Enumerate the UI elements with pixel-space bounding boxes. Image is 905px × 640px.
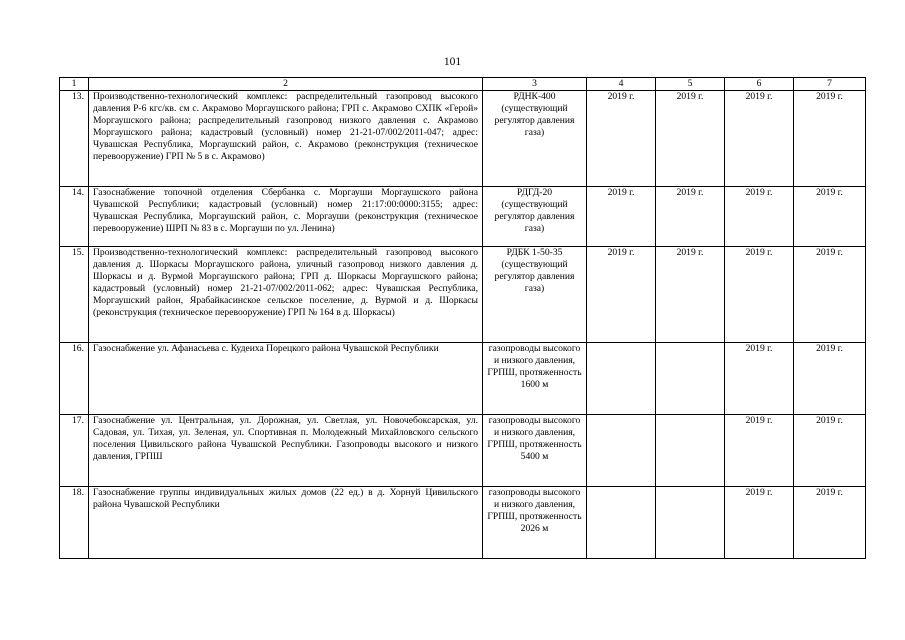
column-header: 5: [656, 78, 725, 91]
object-description: Газоснабжение ул. Афанасьева с. Кудеиха Порецкого района Чувашской Республики: [89, 343, 483, 415]
year-cell: [656, 343, 725, 415]
equipment-cell: газопроводы высокого и низкого давления, ГРПШ, протяженность 2026 м: [483, 487, 587, 559]
row-number: 17.: [60, 415, 89, 487]
year-cell: 2019 г.: [656, 247, 725, 343]
object-description: Производственно-технологический комплекс: распределительный газопровод высокого давления Р-6 кгс/кв. см с. Акрамово Моргаушского района; ГРП с. Акрамово СХПК «Герой» Моргаушского района; распределительный газопровод низкого давления с. Акрамово Моргаушского района; кадастровый (условный) номер 21-21-07/002/2011-047; адрес: Чувашская Республика, Моргаушский район, с. Акрамово (реконструкция (техническое перевооружение) ГРП № 5 в с. Акрамово): [89, 91, 483, 187]
row-number: 13.: [60, 91, 89, 187]
table-row: [60, 415, 866, 487]
table-row: [60, 247, 866, 343]
column-header: 4: [587, 78, 656, 91]
year-cell: 2019 г.: [794, 487, 866, 559]
year-cell: 2019 г.: [656, 91, 725, 187]
year-cell: 2019 г.: [725, 343, 794, 415]
object-description: Газоснабжение ул. Центральная, ул. Дорожная, ул. Светлая, ул. Новочебоксарская, ул. Садовая, ул. Тихая, ул. Зеленая, ул. Спортивная п. Молодежный Михайловского сельского поселения Цивильского района Чувашской Республики. Газопроводы высокого и низкого давления, ГРПШ: [89, 415, 483, 487]
year-cell: 2019 г.: [794, 91, 866, 187]
row-number: 14.: [60, 187, 89, 247]
year-cell: [587, 487, 656, 559]
column-header: 1: [60, 78, 89, 91]
year-cell: [656, 487, 725, 559]
object-description: Газоснабжение группы индивидуальных жилых домов (22 ед.) в д. Хорнуй Цивильского района Чувашской Республики: [89, 487, 483, 559]
column-header: 7: [794, 78, 866, 91]
column-header: 6: [725, 78, 794, 91]
year-cell: [587, 415, 656, 487]
year-cell: 2019 г.: [725, 187, 794, 247]
row-number: 15.: [60, 247, 89, 343]
year-cell: 2019 г.: [794, 187, 866, 247]
year-cell: [587, 343, 656, 415]
year-cell: 2019 г.: [794, 343, 866, 415]
year-cell: 2019 г.: [587, 187, 656, 247]
year-cell: 2019 г.: [725, 247, 794, 343]
equipment-cell: РДГД-20 (существующий регулятор давления газа): [483, 187, 587, 247]
investment-table: [59, 77, 866, 559]
object-description: Производственно-технологический комплекс: распределительный газопровод высокого давления д. Шоркасы Моргаушского района, уличный газопровод низкого давления д. Шоркасы и д. Вурмой Моргаушского района; ГРП д. Шоркасы Моргаушского района; кадастровый (условный) номер 21-21-07/002/2011-062; адрес: Чувашская Республика, Моргаушский район, Ярабайкасинское сельское поселение, д. Вурмой и д. Шоркасы (реконструкция (техническое перевооружение) ГРП № 164 в д. Шоркасы): [89, 247, 483, 343]
table-row: [60, 187, 866, 247]
table-row: [60, 91, 866, 187]
year-cell: 2019 г.: [725, 487, 794, 559]
year-cell: [656, 415, 725, 487]
year-cell: 2019 г.: [587, 247, 656, 343]
equipment-cell: газопроводы высокого и низкого давления, ГРПШ, протяженность 1600 м: [483, 343, 587, 415]
table-row: [60, 487, 866, 559]
year-cell: 2019 г.: [656, 187, 725, 247]
table-row: [60, 343, 866, 415]
year-cell: 2019 г.: [794, 415, 866, 487]
year-cell: 2019 г.: [725, 91, 794, 187]
table-header-row: [60, 78, 866, 91]
equipment-cell: газопроводы высокого и низкого давления, ГРПШ, протяженность 5400 м: [483, 415, 587, 487]
row-number: 18.: [60, 487, 89, 559]
page-number: 101: [443, 56, 462, 68]
equipment-cell: РДНК-400 (существующий регулятор давления газа): [483, 91, 587, 187]
equipment-cell: РДБК 1-50-35 (существующий регулятор давления газа): [483, 247, 587, 343]
year-cell: 2019 г.: [725, 415, 794, 487]
year-cell: 2019 г.: [587, 91, 656, 187]
year-cell: 2019 г.: [794, 247, 866, 343]
column-header: 3: [483, 78, 587, 91]
column-header: 2: [89, 78, 483, 91]
row-number: 16.: [60, 343, 89, 415]
object-description: Газоснабжение топочной отделения Сбербанка с. Моргауши Моргаушского района Чувашской Республики; кадастровый (условный) номер 21:17:00:0000:3155; адрес: Чувашская Республика, Моргаушский район, с. Моргауши (реконструкция (техническое перевооружение) ШРП № 83 в с. Моргауши по ул. Ленина): [89, 187, 483, 247]
